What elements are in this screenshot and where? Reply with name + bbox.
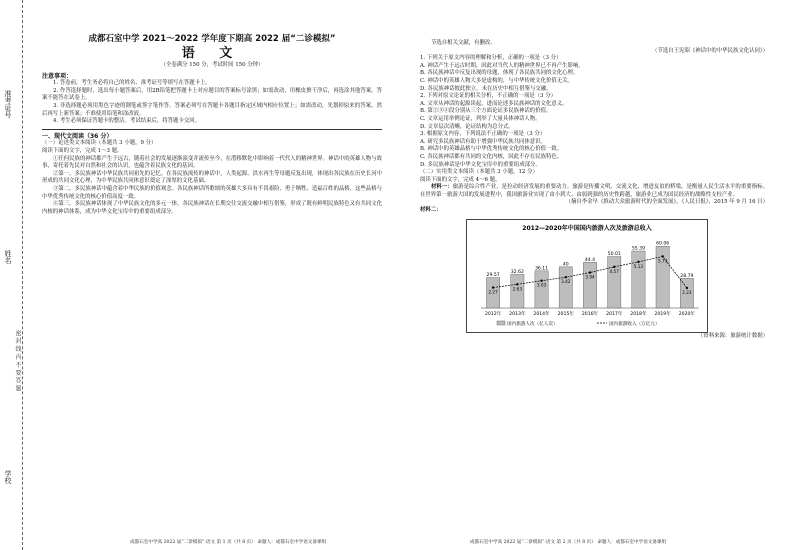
option: A. 神话产生于远古时期，因此对当代人的精神世界已不再产生影响。: [420, 62, 584, 69]
option: A. 研究多民族神话有助于增强中华民族共同体意识。: [420, 138, 546, 145]
bar-label: 28.79: [680, 273, 694, 279]
note-item: 3. 非选择题必须用黑色字迹的钢笔或签字笔作答，答案必须写在答题卡各题目指定区域内相应位置上；如需改动，先划掉原来的答案，然后再写上新答案；不准使用铅笔和涂改液。: [42, 102, 382, 117]
chart-source: （资料来源：旅游统计数据）: [697, 332, 768, 339]
revenue-point: [565, 276, 567, 278]
chart-svg: [467, 220, 707, 332]
revenue-point: [686, 286, 688, 288]
option: D. 文章层次清晰，论证结构为总分式。: [420, 123, 514, 130]
passage-paragraph: ④第三，多民族神话体现了中华民族文化的多元一体。各民族神话在长期交往交流交融中相互借鉴，形成了既有鲜明民族特色又有共同文化内核的神话体系，成为中华文化宝库中的重要组成部分。: [42, 201, 382, 215]
option: D. 各民族神话彼此独立，未在历史中相互借鉴与交融。: [420, 85, 552, 92]
revenue-label: 5.73: [658, 258, 668, 264]
exam-title: 成都石室中学 2021～2022 学年度下期高 2022 届“二诊模拟”: [88, 34, 336, 44]
revenue-point: [492, 286, 494, 288]
option: C. 神话中的英雄人物大多是虚构的，与中华传统文化价值无关。: [420, 77, 573, 84]
option: B. 神话中的英雄品格与中华优秀传统文化的核心价值一致。: [420, 146, 563, 153]
footer-right: 成都石室中学高 2022 届“二诊模拟”·语文 第 2 页（共 8 页） 命题人：成都石室中学语文备课组: [470, 540, 667, 545]
legend-swatch-visitors: [497, 321, 505, 325]
bar-label: 40: [562, 262, 569, 268]
left-page: [42, 34, 382, 216]
option: B. 各民族神话中反复出现的母题，体现了各民族共同的文化心理。: [420, 70, 579, 77]
seal-line-note: 密 封 线 内 不 要 答 题: [14, 330, 21, 392]
revenue-point: [661, 255, 663, 257]
bar-visitors: [559, 267, 572, 308]
instruction: 阅读下面的文字，完成 4～6 题。: [420, 176, 501, 183]
bar-visitors: [535, 271, 548, 308]
bar-label: 60.06: [656, 241, 670, 247]
note-item: 4. 考生必须保证答题卡的整洁。考试结束后，将答题卡交回。: [53, 118, 201, 125]
x-tick-label: 2020年: [678, 311, 696, 317]
question-2: 2. 下列对原文论证的相关分析，不正确的一项是（3 分）: [420, 93, 556, 100]
bar-label: 50.01: [607, 251, 621, 257]
note-item: 2. 作答选择题时，选出每小题答案后，用2B铅笔把答题卡上对应题目的答案标号涂黑；如需改动，用橡皮擦干净后，再选涂其他答案。答案不能答在试卷上。: [42, 87, 382, 102]
revenue-point: [540, 279, 542, 281]
revenue-label: 2.63: [512, 285, 522, 291]
material-1-label: 材料一：: [431, 184, 453, 191]
bar-label: 36.11: [534, 266, 549, 272]
notes-heading: 注意事项：: [42, 72, 73, 80]
subject-title: 语 文: [181, 46, 243, 61]
option: B. 第②③④段分别从三个方面论证多民族神话的价值。: [420, 108, 552, 115]
revenue-label: 5.13: [633, 263, 644, 269]
x-tick-label: 2019年: [654, 311, 671, 317]
right-page: [420, 40, 768, 340]
note-item: 1. 答卷前，考生务必将自己的姓名、准考证号等填写在答题卡上。: [53, 80, 211, 87]
passage-continuation: 节选自相关文献，有删改。: [431, 40, 496, 46]
x-tick-label: 2016年: [581, 311, 599, 317]
footer-left: 成都石室中学高 2022 届“二诊模拟”·语文 第 1 页（共 8 页） 命题人：成都石室中学语文备课组: [130, 540, 327, 545]
x-tick-label: 2013年: [509, 311, 526, 317]
option: A. 文章从神话的起源谈起，进而论述多民族神话的文化意义。: [420, 100, 568, 107]
revenue-label: 4.57: [609, 268, 619, 274]
divider: [42, 129, 382, 130]
revenue-label: 3.94: [585, 274, 595, 280]
material-1-text: 旅游是综合性产业，是拉动经济发展的重要动力。旅游是传播文明、交流文化、增进友谊的桥梁，是衡量人民生活水平的重要指标。在世界第一旅游大国的发展进程中，我国旅游业实现了由小到大、由弱到强的历史性跨越，旅游业已成为国民经济的战略性支柱产业。: [420, 184, 768, 198]
tourism-chart: [466, 219, 708, 333]
bar-visitors: [583, 262, 596, 308]
bar-label: 44.4: [584, 257, 596, 263]
revenue-point: [589, 271, 591, 273]
bar-visitors: [632, 251, 645, 308]
chart-title: 2012—2020年中国国内旅游人次及旅游总收入: [522, 224, 652, 232]
section-heading: 一、现代文阅读（36 分）: [42, 132, 113, 140]
revenue-label: 2.23: [682, 289, 692, 295]
passage-paragraph: ③第二，多民族神话中蕴含着中华民族的价值观念。各民族神话所歌颂的英雄大多具有不畏艰险、勇于牺牲、造福百姓的品格，这些品格与中华优秀传统文化的核心价值高度一致。: [42, 185, 382, 200]
bar-visitors: [608, 256, 621, 307]
subsection-heading: （二）实用类文本阅读（本题共 3 小题，12 分）: [420, 169, 538, 176]
legend-visitors: 国内旅游人次（亿人次）: [507, 321, 558, 327]
question-1: 1. 下列关于原文内容的理解和分析，正确的一项是（3 分）: [420, 55, 562, 62]
revenue-label: 2.27: [488, 289, 498, 295]
instruction: 阅读下面的文字，完成 1～3 题。: [42, 147, 123, 154]
bar-label: 55.39: [631, 246, 646, 252]
option: D. 多民族神话是中华文化宝库中的重要组成部分。: [420, 161, 541, 168]
option: C. 各民族神话都有共同的文化内核，因此不存在民族特色。: [420, 153, 563, 160]
material-1: [420, 184, 768, 199]
exam-number-label: 准考证号: [4, 90, 12, 118]
x-tick-label: 2018年: [630, 311, 647, 317]
school-label: 学校: [4, 470, 12, 484]
passage-source: （节选自王宪昭《神话中的中华民族文化认同》）: [652, 47, 768, 54]
revenue-label: 3.42: [561, 278, 571, 284]
x-tick-label: 2014年: [533, 311, 550, 317]
revenue-label: 3.03: [536, 282, 547, 288]
bar-label: 32.62: [510, 269, 524, 275]
x-tick-label: 2012年: [484, 311, 502, 317]
x-tick-label: 2017年: [606, 311, 623, 317]
option: C. 文章运用举例论证，列举了大量具体神话人物。: [420, 115, 541, 122]
legend-revenue: 国内旅游收入（万亿元）: [609, 321, 660, 327]
name-label: 姓名: [4, 250, 12, 264]
question-3: 3. 根据原文内容，下列说法不正确的一项是（3 分）: [420, 131, 546, 138]
binding-margin: [0, 0, 23, 550]
x-tick-label: 2015年: [557, 311, 574, 317]
material-2-label: 材料二：: [420, 207, 442, 214]
bar-label: 29.57: [486, 272, 500, 278]
score-info: （全卷满分 150 分，考试时间 150 分钟）: [160, 62, 264, 68]
material-1-source: （摘自李金早《推动大众旅游时代的全面发展》，《人民日报》，2015 年 9 月 16 日）: [565, 199, 768, 206]
passage-paragraph: ①任何民族的神话都产生于远古，随着社会的发展逐渐演变并流传至今，在潜移默化中影响着一代代人的精神世界。神话中的英雄人物与故事，寄托着先民对自然和社会的认识，也蕴含着民族文化的基因。: [42, 155, 382, 170]
revenue-point: [516, 283, 518, 285]
passage-paragraph: ②第一，多民族神话中华民族共同祖先的记忆。在各民族流传的神话中，人类起源、洪水再生等母题反复出现，体现出各民族在历史长河中形成的共同文化心理，为中华民族共同体意识奠定了深厚的文化基础。: [42, 170, 382, 185]
revenue-point: [637, 260, 639, 262]
revenue-point: [613, 265, 615, 267]
subsection-heading: （一）论述类文本阅读（本题共 3 小题，9 分）: [42, 140, 157, 147]
